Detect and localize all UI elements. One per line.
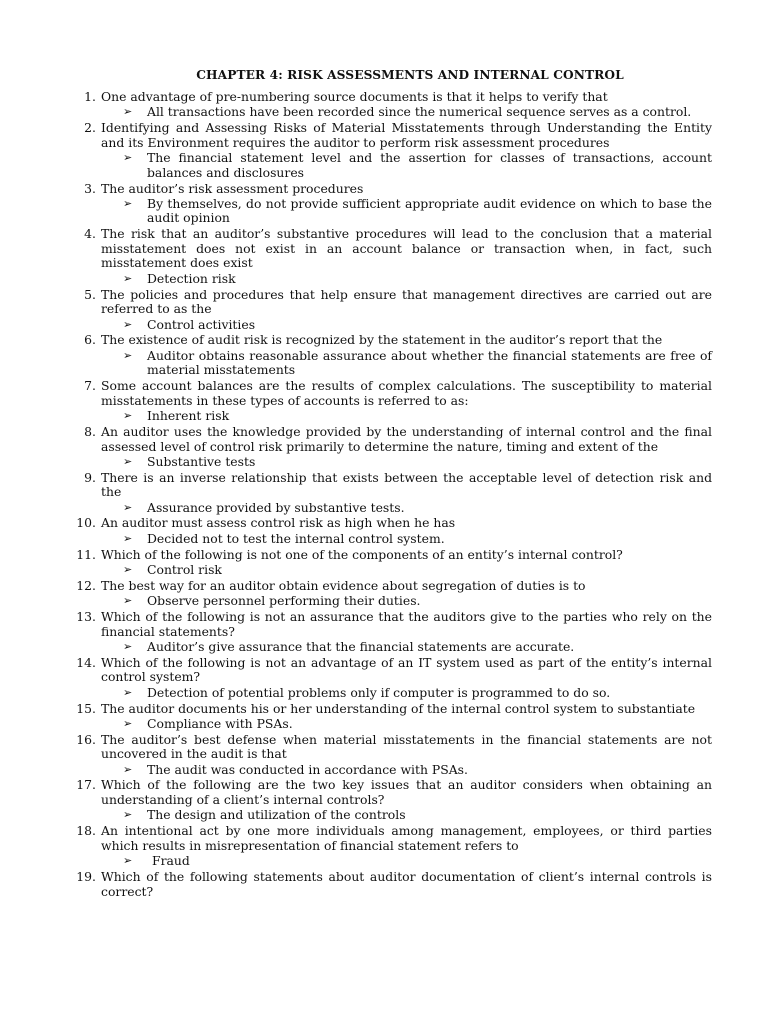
- answer-text: Observe personnel performing their duties.: [147, 593, 421, 609]
- question-number: 3.: [84, 180, 96, 196]
- question-number: 9.: [84, 469, 96, 485]
- question-text: The best way for an auditor obtain evidence about segregation of duties is to: [101, 577, 586, 593]
- answer-text: Detection risk: [147, 270, 236, 286]
- answer-text: The audit was conducted in accordance with PSAs.: [147, 761, 468, 777]
- question-item: [78, 579, 712, 610]
- answer-item: [123, 715, 712, 733]
- question-text: The auditor’s risk assessment procedures: [101, 180, 364, 196]
- answer-text: Auditor obtains reasonable assurance about whether the financial statements are free of material misstatements: [147, 347, 712, 378]
- question-number: 1.: [84, 89, 96, 104]
- answer-item: [123, 853, 712, 870]
- question-item: [78, 824, 712, 870]
- answer-text: Decided not to test the internal control system.: [147, 530, 445, 546]
- arrow-bullet-icon: ➢: [123, 762, 133, 776]
- question-number: 17.: [76, 777, 96, 793]
- answer-text: Compliance with PSAs.: [147, 715, 293, 731]
- answer-text: Control activities: [147, 316, 256, 332]
- answer-item: [123, 150, 712, 181]
- question-number: 7.: [84, 378, 96, 394]
- question-number: 12.: [76, 577, 96, 593]
- question-item: [78, 733, 712, 779]
- question-item: [78, 870, 712, 900]
- answer-item: [123, 593, 712, 610]
- arrow-bullet-icon: ➢: [123, 594, 133, 608]
- question-item: [78, 227, 712, 287]
- question-text: The auditor documents his or her understanding of the internal control system to substantiate: [101, 700, 696, 716]
- question-number: 13.: [76, 609, 96, 624]
- answer-item: [123, 195, 712, 227]
- arrow-bullet-icon: ➢: [123, 716, 133, 730]
- question-list: [78, 90, 712, 900]
- question-text: Which of the following are the two key issues that an auditor considers when obtaining an understanding of a client’s internal controls?: [101, 777, 712, 808]
- answer-item: [123, 561, 712, 579]
- answer-item: [123, 638, 712, 656]
- answer-text: Detection of potential problems only if computer is programmed to do so.: [147, 684, 611, 700]
- answer-text: All transactions have been recorded since the numerical sequence serves as a control.: [147, 104, 692, 120]
- question-number: 15.: [76, 700, 96, 716]
- answer-text: Control risk: [147, 561, 222, 577]
- question-item: [78, 516, 712, 547]
- question-text: Which of the following is not one of the components of an entity’s internal control?: [101, 546, 623, 562]
- answer-item: [123, 347, 712, 379]
- question-text: Which of the following statements about auditor documentation of client’s internal controls is correct?: [101, 869, 712, 899]
- arrow-bullet-icon: ➢: [123, 808, 133, 822]
- answer-text: Inherent risk: [147, 408, 230, 424]
- answer-text: Fraud: [152, 853, 190, 869]
- question-item: [78, 333, 712, 379]
- question-text: An auditor uses the knowledge provided by the understanding of internal control and the final assessed level of control risk primarily to determine the nature, timing and extent of the: [101, 423, 712, 454]
- arrow-bullet-icon: ➢: [123, 196, 133, 210]
- arrow-bullet-icon: ➢: [123, 454, 133, 468]
- question-item: [78, 471, 712, 517]
- question-item: [78, 656, 712, 702]
- question-text: One advantage of pre-numbering source documents is that it helps to verify that: [101, 89, 608, 104]
- arrow-bullet-icon: ➢: [123, 317, 133, 331]
- answer-text: Substantive tests: [147, 453, 256, 469]
- answer-item: [123, 453, 712, 471]
- question-number: 11.: [76, 546, 96, 562]
- question-item: [78, 702, 712, 733]
- arrow-bullet-icon: ➢: [123, 500, 133, 514]
- answer-text: By themselves, do not provide sufficient appropriate audit evidence on which to base the audit opinion: [147, 195, 712, 226]
- arrow-bullet-icon: ➢: [123, 562, 133, 576]
- answer-item: [123, 530, 712, 548]
- answer-item: [123, 270, 712, 288]
- arrow-bullet-icon: ➢: [123, 531, 133, 545]
- question-item: [78, 121, 712, 181]
- answer-item: [123, 316, 712, 334]
- answer-text: The design and utilization of the controls: [147, 807, 406, 823]
- answer-item: [123, 104, 712, 121]
- answer-item: [123, 408, 712, 425]
- arrow-bullet-icon: ➢: [123, 639, 133, 653]
- question-number: 19.: [76, 869, 96, 884]
- question-text: The existence of audit risk is recognized by the statement in the auditor’s report that the: [101, 332, 663, 348]
- question-number: 8.: [84, 423, 96, 439]
- chapter-title: CHAPTER 4: RISK ASSESSMENTS AND INTERNAL CONTROL: [196, 68, 624, 82]
- question-number: 6.: [84, 332, 96, 348]
- question-number: 18.: [76, 823, 96, 839]
- question-text: The policies and procedures that help ensure that management directives are carried out are referred to as the: [101, 286, 712, 317]
- arrow-bullet-icon: ➢: [123, 409, 133, 423]
- arrow-bullet-icon: ➢: [123, 348, 133, 362]
- arrow-bullet-icon: ➢: [123, 685, 133, 699]
- answer-item: [123, 807, 712, 824]
- question-text: Identifying and Assessing Risks of Material Misstatements through Understanding the Entity and its Environment requires the auditor to perform risk assessment procedures: [101, 120, 712, 150]
- question-number: 4.: [84, 226, 96, 242]
- answer-text: The financial statement level and the assertion for classes of transactions, account balances and disclosures: [147, 150, 712, 180]
- arrow-bullet-icon: ➢: [123, 854, 133, 868]
- question-text: There is an inverse relationship that exists between the acceptable level of detection risk and the: [101, 469, 712, 500]
- question-item: [78, 610, 712, 656]
- answer-item: [123, 499, 712, 517]
- question-number: 16.: [76, 731, 96, 747]
- question-number: 5.: [84, 286, 96, 302]
- question-text: An intentional act by one more individuals among management, employees, or third parties which results in misrepresentation of financial statement refers to: [101, 823, 712, 853]
- question-item: [78, 425, 712, 471]
- answer-item: [123, 684, 712, 702]
- question-item: [78, 90, 712, 121]
- question-text: Some account balances are the results of complex calculations. The susceptibility to material misstatements in these types of accounts is referred to as:: [101, 378, 712, 408]
- question-number: 10.: [76, 515, 96, 531]
- question-text: Which of the following is not an advantage of an IT system used as part of the entity’s internal control system?: [101, 654, 712, 685]
- arrow-bullet-icon: ➢: [123, 271, 133, 285]
- question-text: An auditor must assess control risk as high when he has: [101, 515, 456, 531]
- question-item: [78, 379, 712, 425]
- question-item: [78, 778, 712, 824]
- answer-text: Assurance provided by substantive tests.: [147, 499, 405, 515]
- question-item: [78, 288, 712, 334]
- question-text: Which of the following is not an assurance that the auditors give to the parties who rely on the financial statements?: [101, 609, 712, 639]
- question-number: 2.: [84, 120, 96, 136]
- arrow-bullet-icon: ➢: [123, 151, 133, 165]
- question-text: The auditor’s best defense when material misstatements in the financial statements are not uncovered in the audit is that: [101, 731, 712, 762]
- answer-item: [123, 761, 712, 779]
- question-item: [78, 548, 712, 579]
- question-text: The risk that an auditor’s substantive procedures will lead to the conclusion that a material misstatement does not exist in an account balance or transaction when, in fact, such misstatement does exist: [101, 226, 712, 271]
- question-item: [78, 182, 712, 228]
- question-number: 14.: [76, 654, 96, 670]
- answer-text: Auditor’s give assurance that the financial statements are accurate.: [147, 638, 575, 654]
- arrow-bullet-icon: ➢: [123, 105, 133, 119]
